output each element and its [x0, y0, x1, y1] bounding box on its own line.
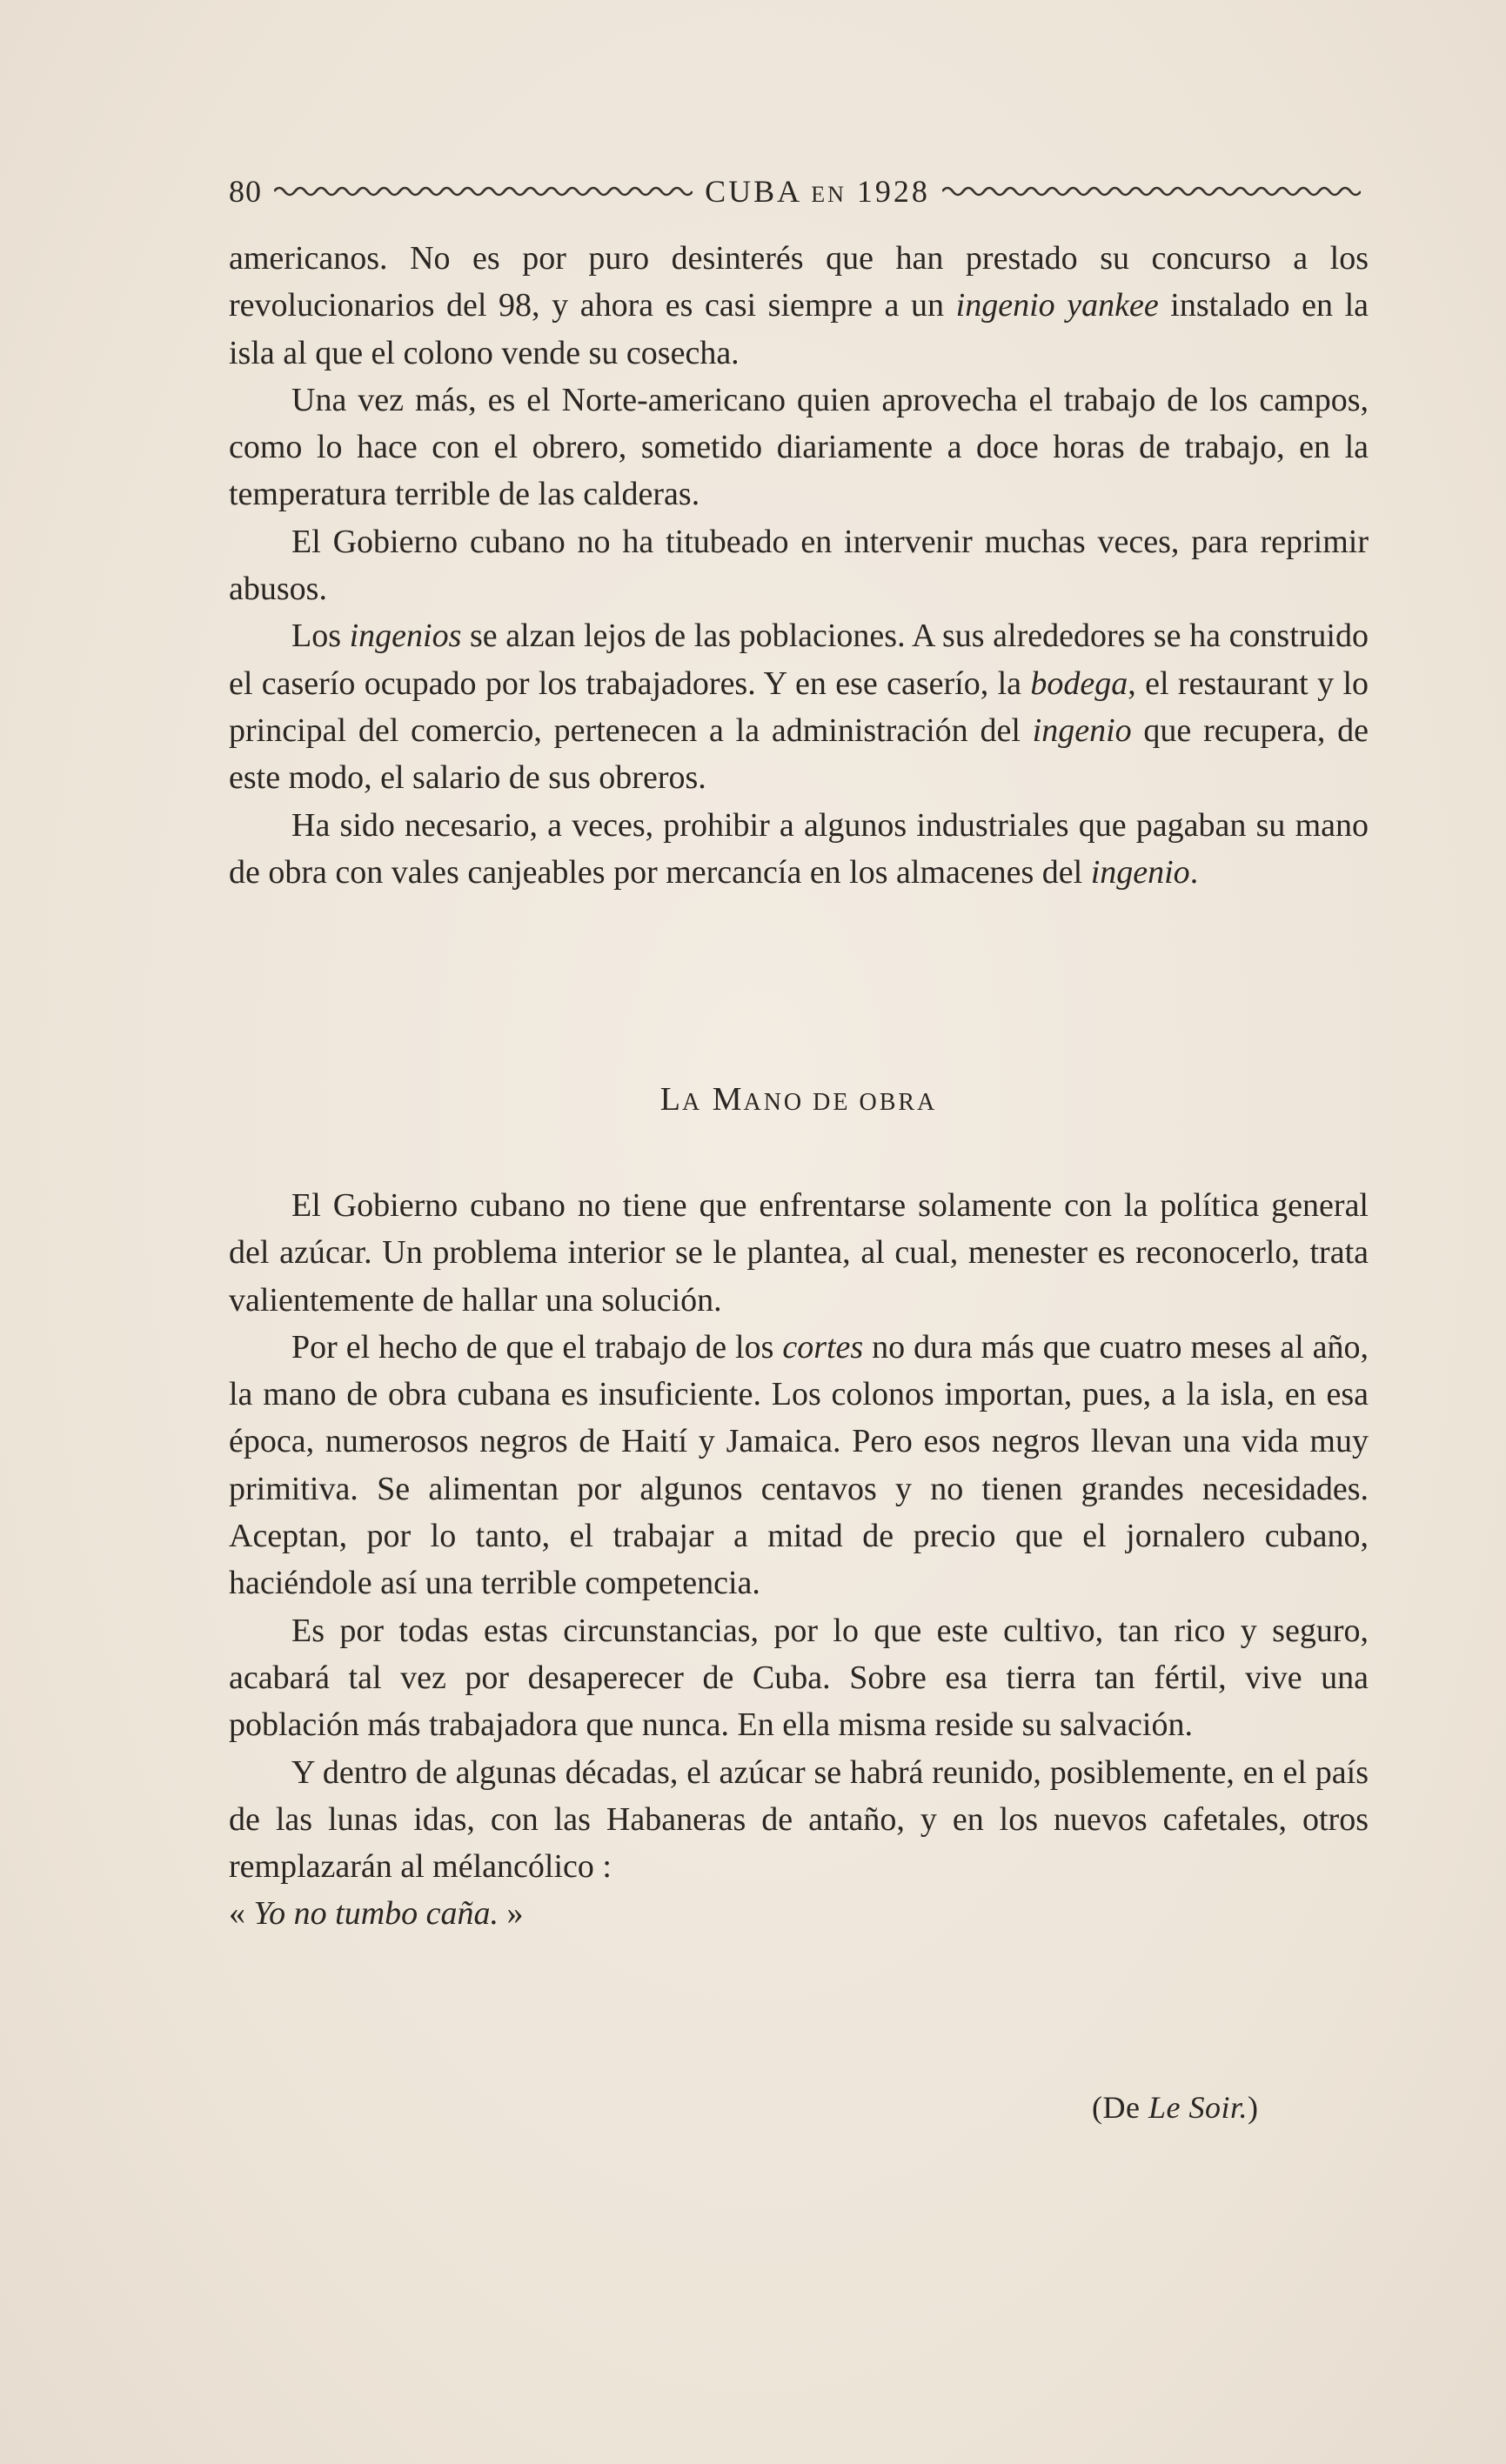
quote-mark: »: [499, 1895, 524, 1933]
quote-mark: «: [229, 1895, 254, 1933]
source-attribution: [1092, 2089, 1259, 2126]
section-heading: [229, 1080, 1369, 1118]
ornament-rule-right: [942, 184, 1361, 199]
paragraph: Es por todas estas circunstancias, por lo que este cultivo, tan rico y seguro, acabará tal vez por desaperecer de Cuba. Sobre esa tierra tan fértil, vive una población más trabajadora que nunca. En ella misma reside su salvación.: [229, 1612, 1369, 1744]
italic-term: ingenio: [1090, 853, 1190, 891]
quoted-line: Yo no tumbo caña.: [253, 1895, 499, 1933]
text-run: que recupera, de este modo, el salario de sus obreros.: [229, 711, 1369, 797]
italic-term: cortes: [782, 1328, 864, 1366]
heading-small-caps: A: [681, 1089, 703, 1116]
heading-capital: M: [702, 1081, 744, 1118]
italic-term: ingenio yankee: [955, 287, 1159, 324]
text-run: Ha sido necesario, a veces, prohibir a algunos industriales que pagaban su mano de obra con vales canjeables por mercancía en los almacenes del: [229, 806, 1369, 891]
text-run: , el restaurant y lo principal del comercio, pertenecen a la administración del: [229, 664, 1369, 749]
paragraph: [229, 1324, 1369, 1607]
paragraph: El Gobierno cubano no tiene que enfrentarse solamente con la política general del azúcar. Un problema interior se le plantea, al cual, menester es reconocerlo, trata valientemente de hallar una solución.: [229, 1187, 1369, 1319]
running-title-main: CUBA: [705, 174, 801, 209]
paragraph: Una vez más, es el Norte-americano quien aprovecha el trabajo de los campos, como lo hace con el obrero, sometido diariamente a doce horas de trabajo, en la temperatura terrible de las calderas.: [229, 381, 1369, 513]
heading-small-caps: ANO DE OBRA: [743, 1089, 938, 1116]
running-title: [705, 173, 930, 210]
italic-term: bodega: [1030, 664, 1128, 702]
text-run: instalado en la isla al que el colono vende su cosecha.: [229, 287, 1369, 371]
page-number: 80: [229, 174, 262, 209]
section-body-1: [229, 235, 1369, 896]
source-close: ): [1248, 2090, 1259, 2125]
italic-term: ingenio: [1032, 711, 1132, 749]
paragraph: [229, 802, 1369, 897]
running-header: [229, 170, 1373, 213]
running-title-en: EN: [811, 182, 847, 207]
heading-capital: L: [659, 1081, 682, 1118]
text-run: remplazarán al mélancólico :: [229, 1848, 612, 1886]
paragraph: [229, 235, 1369, 377]
section-body-2: [229, 1182, 1369, 1938]
italic-term: ingenios: [349, 618, 462, 655]
text-run: no dura más que cuatro meses al año, la mano de obra cubana es insuficiente. Los colonos importan, pues, a la isla, en esa época, numerosos negros de Haití y Jamaica. Pero esos negros llevan una vida muy primitiva. Se alimentan por algunos centavos y no tienen grandes necesidades. Aceptan, por lo tanto, el trabajar a mitad de precio que el jornalero cubano, haciéndole así una terrible competencia.: [229, 1328, 1369, 1602]
text-run: .: [1189, 853, 1199, 891]
text-run: se alzan lejos de las poblaciones. A sus alrededores se ha construido el caserío ocupado por los trabajadores. Y en ese caserío, la: [229, 618, 1369, 702]
paragraph: El Gobierno cubano no ha titubeado en intervenir muchas veces, para reprimir abusos.: [229, 523, 1369, 608]
text-run: Los: [291, 618, 350, 655]
source-name: Le Soir.: [1148, 2090, 1248, 2125]
text-run: Y dentro de algunas décadas, el azúcar se habrá reunido, posiblemente, en el país de las lunas idas, con las Habaneras de antaño, y en los nuevos cafetales, otros: [229, 1753, 1369, 1838]
text-run: Por el hecho de que el trabajo de los: [291, 1328, 783, 1366]
text-run: americanos. No es por puro desinterés que han prestado su concurso a los revolucionarios del 98, y ahora es casi siempre a un: [229, 240, 1369, 324]
paragraph: [229, 1749, 1369, 1938]
ornament-rule-left: [274, 184, 693, 199]
paragraph: [229, 612, 1369, 801]
running-title-year: 1928: [856, 174, 930, 209]
source-open: (De: [1092, 2090, 1148, 2125]
